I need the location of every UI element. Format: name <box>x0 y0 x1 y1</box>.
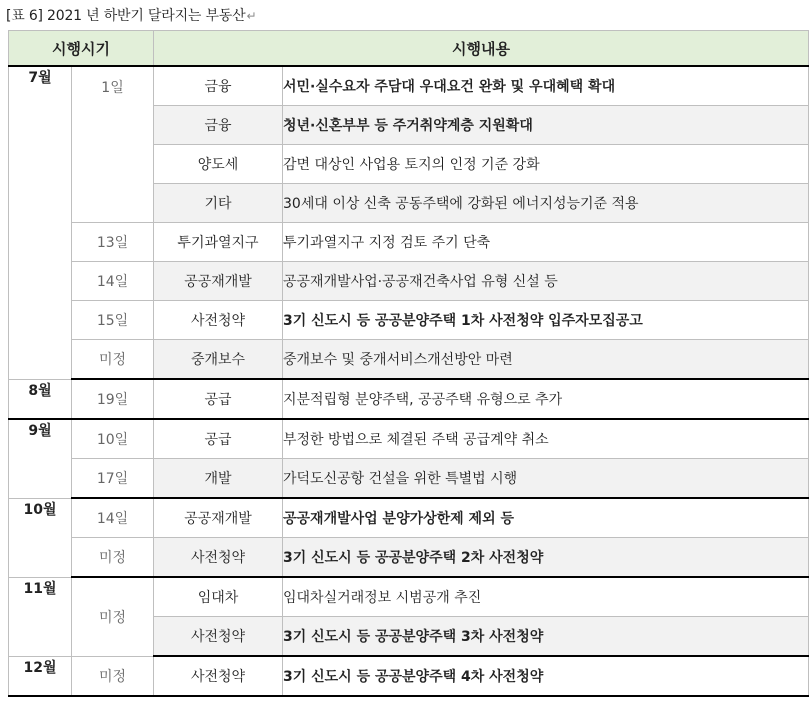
category-cell: 사전청약 <box>154 656 283 696</box>
header-content: 시행내용 <box>154 31 809 67</box>
day-cell: 19일 <box>72 379 154 419</box>
table-row <box>9 223 809 262</box>
day-cell: 13일 <box>72 223 154 262</box>
content-cell: 30세대 이상 신축 공동주택에 강화된 에너지성능기준 적용 <box>283 184 809 223</box>
day-cell: 미정 <box>72 340 154 380</box>
day-cell: 10일 <box>72 419 154 459</box>
content-cell: 3기 신도시 등 공공분양주택 4차 사전청약 <box>283 656 809 696</box>
month-cell: 11월 <box>9 577 72 656</box>
category-cell: 공공재개발 <box>154 262 283 301</box>
category-cell: 공공재개발 <box>154 498 283 538</box>
day-cell: 17일 <box>72 459 154 499</box>
content-cell: 지분적립형 분양주택, 공공주택 유형으로 추가 <box>283 379 809 419</box>
day-cell: 미정 <box>72 538 154 578</box>
table-row <box>9 656 809 696</box>
category-cell: 투기과열지구 <box>154 223 283 262</box>
category-cell: 사전청약 <box>154 538 283 578</box>
month-cell: 8월 <box>9 379 72 419</box>
content-cell: 감면 대상인 사업용 토지의 인정 기준 강화 <box>283 145 809 184</box>
content-cell: 3기 신도시 등 공공분양주택 1차 사전청약 입주자모집공고 <box>283 301 809 340</box>
header-period: 시행시기 <box>9 31 154 67</box>
category-cell: 사전청약 <box>154 617 283 657</box>
caption-text: [표 6] 2021 년 하반기 달라지는 부동산 <box>6 8 246 24</box>
content-cell: 3기 신도시 등 공공분양주택 3차 사전청약 <box>283 617 809 657</box>
day-cell: 14일 <box>72 498 154 538</box>
return-mark-icon: ↵ <box>246 9 257 23</box>
table-row <box>9 340 809 380</box>
category-cell: 사전청약 <box>154 301 283 340</box>
category-cell: 공급 <box>154 379 283 419</box>
content-cell: 투기과열지구 지정 검토 주기 단축 <box>283 223 809 262</box>
table-row <box>9 301 809 340</box>
table-row <box>9 459 809 499</box>
day-cell: 15일 <box>72 301 154 340</box>
category-cell: 금융 <box>154 106 283 145</box>
table-row <box>9 66 809 106</box>
day-cell: 14일 <box>72 262 154 301</box>
category-cell: 공급 <box>154 419 283 459</box>
month-cell: 9월 <box>9 419 72 498</box>
category-cell: 개발 <box>154 459 283 499</box>
content-cell: 공공재개발사업·공공재건축사업 유형 신설 등 <box>283 262 809 301</box>
table-row <box>9 577 809 617</box>
category-cell: 임대차 <box>154 577 283 617</box>
category-cell: 중개보수 <box>154 340 283 380</box>
content-cell: 중개보수 및 중개서비스개선방안 마련 <box>283 340 809 380</box>
content-cell: 서민·실수요자 주담대 우대요건 완화 및 우대혜택 확대 <box>283 66 809 106</box>
table-header-row <box>9 31 809 67</box>
content-cell: 청년·신혼부부 등 주거취약계층 지원확대 <box>283 106 809 145</box>
month-cell: 7월 <box>9 66 72 379</box>
table-row <box>9 498 809 538</box>
table-row <box>9 538 809 578</box>
day-cell: 미정 <box>72 577 154 656</box>
content-cell: 공공재개발사업 분양가상한제 제외 등 <box>283 498 809 538</box>
month-cell: 12월 <box>9 656 72 696</box>
category-cell: 기타 <box>154 184 283 223</box>
content-cell: 3기 신도시 등 공공분양주택 2차 사전청약 <box>283 538 809 578</box>
table-row <box>9 419 809 459</box>
category-cell: 양도세 <box>154 145 283 184</box>
schedule-table <box>8 30 809 697</box>
content-cell: 임대차실거래정보 시범공개 추진 <box>283 577 809 617</box>
table-caption <box>6 5 256 25</box>
content-cell: 부정한 방법으로 체결된 주택 공급계약 취소 <box>283 419 809 459</box>
day-cell: 1일 <box>72 66 154 223</box>
category-cell: 금융 <box>154 66 283 106</box>
month-cell: 10월 <box>9 498 72 577</box>
day-cell: 미정 <box>72 656 154 696</box>
table-row <box>9 379 809 419</box>
content-cell: 가덕도신공항 건설을 위한 특별법 시행 <box>283 459 809 499</box>
table-row <box>9 262 809 301</box>
